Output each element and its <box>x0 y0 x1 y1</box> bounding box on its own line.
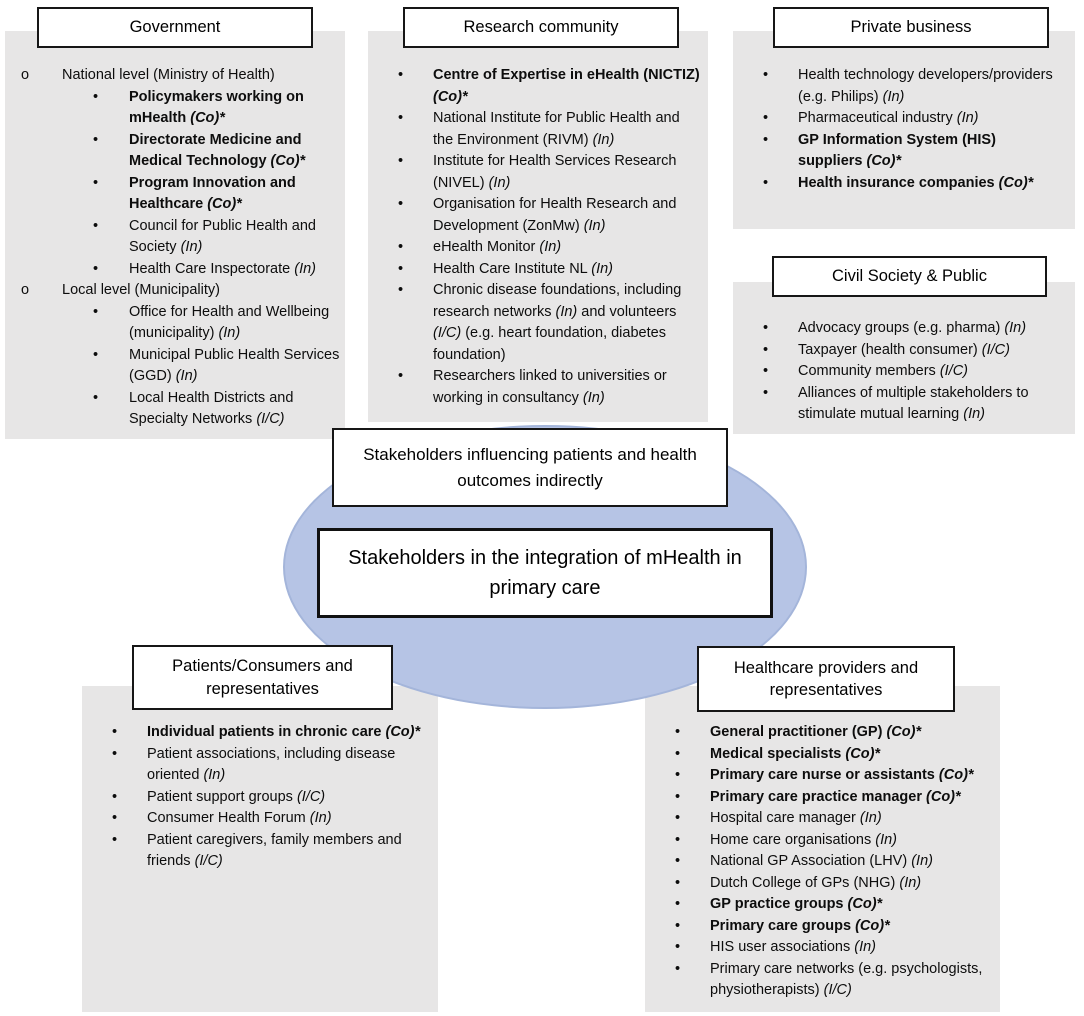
list-item <box>368 194 708 237</box>
list-item-text: Office for Health and Wellbeing (municipality) (In) <box>129 303 330 341</box>
list-item <box>82 808 438 830</box>
bullet-icon: • <box>398 282 404 298</box>
civil-society-title-box <box>772 256 1047 297</box>
list-item-text: Chronic disease foundations, including research networks (In) and volunteers (I/C) (e.g. heart foundation, diabetes foundation) <box>433 282 682 363</box>
list-item-text: Dutch College of GPs (NHG) (In) <box>710 874 922 891</box>
list-item-text: eHealth Monitor (In) <box>433 239 562 255</box>
healthcare-providers-list <box>645 686 1000 1002</box>
bullet-icon: • <box>763 341 769 358</box>
list-item <box>368 151 708 194</box>
list-item-text: Community members (I/C) <box>798 363 968 379</box>
list-item-text: Primary care practice manager (Co)* <box>710 788 961 805</box>
private-business-list <box>733 31 1075 194</box>
list-item <box>733 130 1075 173</box>
list-item-text: Health Care Inspectorate (In) <box>129 260 316 277</box>
circle-bullet-icon: o <box>21 67 30 83</box>
panel-patients-consumers <box>82 686 438 1012</box>
list-item-text: Individual patients in chronic care (Co)* <box>147 724 421 740</box>
bullet-icon: • <box>763 131 769 148</box>
list-item-text: Primary care networks (e.g. psychologists, physiotherapists) (I/C) <box>710 960 983 998</box>
list-item-text: National GP Association (LHV) (In) <box>710 853 933 869</box>
circle-bullet-icon: o <box>21 282 30 298</box>
bullet-icon: • <box>675 831 681 848</box>
list-item <box>645 744 1000 766</box>
bullet-icon: • <box>763 110 769 126</box>
list-item <box>5 216 345 259</box>
list-item <box>645 765 1000 787</box>
bullet-icon: • <box>398 260 404 277</box>
list-item <box>645 787 1000 809</box>
list-item <box>645 851 1000 873</box>
patients-consumers-title: Patients/Consumers and representatives <box>172 657 353 698</box>
list-item <box>645 894 1000 916</box>
bullet-icon: • <box>398 196 404 212</box>
list-item <box>5 345 345 388</box>
list-item <box>5 87 345 130</box>
list-item <box>5 259 345 281</box>
list-item-text: Patient caregivers, family members and friends (I/C) <box>147 831 402 869</box>
private-business-title: Private business <box>850 18 972 37</box>
list-item <box>645 722 1000 744</box>
list-item-text: Council for Public Health and Society (In) <box>129 217 316 255</box>
bullet-icon: • <box>112 745 118 762</box>
list-item <box>368 108 708 151</box>
bullet-icon: • <box>93 260 99 277</box>
healthcare-providers-title: Healthcare providers and representatives <box>733 658 919 699</box>
list-item-text: National Institute for Public Health and the Environment (RIVM) (In) <box>433 110 680 148</box>
list-item <box>733 361 1075 383</box>
panel-government <box>5 31 345 439</box>
private-business-title-box <box>773 7 1049 48</box>
bullet-icon: • <box>675 960 681 977</box>
bullet-icon: • <box>675 917 681 934</box>
list-item-text: Health Care Institute NL (In) <box>433 260 613 277</box>
bullet-icon: • <box>675 724 681 740</box>
list-item-text: Primary care nurse or assistants (Co)* <box>710 767 974 783</box>
bullet-icon: • <box>112 810 118 826</box>
list-item-text: Local level (Municipality) <box>62 282 220 298</box>
list-item-text: GP practice groups (Co)* <box>710 896 883 912</box>
list-item-text: Health technology developers/providers (e.g. Philips) (In) <box>798 67 1053 105</box>
list-item-text: HIS user associations (In) <box>710 939 877 955</box>
bullet-icon: • <box>398 239 404 255</box>
panel-civil-society-public <box>733 282 1075 434</box>
list-item <box>368 259 708 281</box>
list-item-text: Pharmaceutical industry (In) <box>798 110 979 126</box>
bullet-icon: • <box>112 831 118 848</box>
list-item-text: National level (Ministry of Health) <box>62 67 275 83</box>
bullet-icon: • <box>93 131 99 148</box>
list-item-text: Hospital care manager (In) <box>710 810 882 826</box>
list-item-text: Directorate Medicine and Medical Technology (Co)* <box>129 131 306 169</box>
list-item-text: GP Information System (HIS) suppliers (Co)* <box>798 131 996 169</box>
list-item <box>368 237 708 259</box>
list-item-text: Consumer Health Forum (In) <box>147 810 332 826</box>
main-stakeholders-label: Stakeholders in the integration of mHealth in primary care <box>348 547 742 599</box>
list-item <box>733 108 1075 130</box>
list-item <box>645 808 1000 830</box>
list-item-text: Health insurance companies (Co)* <box>798 174 1034 191</box>
bullet-icon: • <box>675 874 681 891</box>
list-item <box>368 280 708 366</box>
list-item-text: Policymakers working on mHealth (Co)* <box>129 88 304 126</box>
panel-research-community <box>368 31 708 422</box>
list-item <box>645 873 1000 895</box>
list-item-text: Advocacy groups (e.g. pharma) (In) <box>798 320 1027 336</box>
bullet-icon: • <box>398 153 404 169</box>
bullet-icon: • <box>93 389 99 406</box>
list-item <box>733 318 1075 340</box>
list-item <box>82 744 438 787</box>
research-community-title: Research community <box>463 18 619 37</box>
bullet-icon: • <box>675 788 681 805</box>
list-item <box>5 302 345 345</box>
list-item <box>82 830 438 873</box>
list-item <box>82 722 438 744</box>
list-item-text: Organisation for Health Research and Development (ZonMw) (In) <box>433 196 677 234</box>
indirect-stakeholders-label: Stakeholders influencing patients and health outcomes indirectly <box>363 445 697 490</box>
list-item-text: Program Innovation and Healthcare (Co)* <box>129 174 296 212</box>
bullet-icon: • <box>93 174 99 191</box>
bullet-icon: • <box>763 67 769 83</box>
list-item <box>645 959 1000 1002</box>
list-item <box>733 65 1075 108</box>
list-item-text: Primary care groups (Co)* <box>710 917 890 934</box>
healthcare-providers-title-box <box>697 646 955 712</box>
bullet-icon: • <box>675 745 681 762</box>
bullet-icon: • <box>763 174 769 191</box>
government-list <box>5 31 345 431</box>
civil-society-title: Civil Society & Public <box>832 267 987 286</box>
list-item <box>733 173 1075 195</box>
bullet-icon: • <box>398 110 404 126</box>
list-item <box>645 916 1000 938</box>
bullet-icon: • <box>398 67 404 83</box>
bullet-icon: • <box>763 363 769 379</box>
patients-consumers-title-box <box>132 645 393 710</box>
list-item-text: Local Health Districts and Specialty Networks (I/C) <box>129 389 294 427</box>
research-community-list <box>368 31 708 409</box>
list-item-text: Researchers linked to universities or working in consultancy (In) <box>433 368 667 406</box>
main-stakeholders-box <box>317 528 773 618</box>
civil-society-list <box>733 282 1075 426</box>
bullet-icon: • <box>675 810 681 826</box>
bullet-icon: • <box>675 896 681 912</box>
indirect-stakeholders-box <box>332 428 728 507</box>
list-item-text: Alliances of multiple stakeholders to stimulate mutual learning (In) <box>798 384 1029 422</box>
list-item-text: Medical specialists (Co)* <box>710 745 881 762</box>
bullet-icon: • <box>112 788 118 805</box>
government-title-box <box>37 7 313 48</box>
list-item-text: Centre of Expertise in eHealth (NICTIZ) (Co)* <box>433 67 700 105</box>
bullet-icon: • <box>93 88 99 105</box>
list-item-text: Municipal Public Health Services (GGD) (In) <box>129 346 340 384</box>
research-community-title-box <box>403 7 679 48</box>
list-item-text: Institute for Health Services Research (NIVEL) (In) <box>433 153 677 191</box>
list-item <box>645 830 1000 852</box>
bullet-icon: • <box>112 724 118 740</box>
list-item-text: Patient associations, including disease oriented (In) <box>147 745 396 783</box>
list-item <box>82 787 438 809</box>
list-item-text: Home care organisations (In) <box>710 831 897 848</box>
panel-healthcare-providers <box>645 686 1000 1012</box>
list-item <box>733 340 1075 362</box>
list-item <box>5 280 345 302</box>
list-item <box>5 130 345 173</box>
bullet-icon: • <box>675 767 681 783</box>
list-item <box>5 65 345 87</box>
government-title: Government <box>129 18 221 37</box>
list-item <box>5 173 345 216</box>
list-item <box>368 366 708 409</box>
list-item-text: General practitioner (GP) (Co)* <box>710 724 922 740</box>
bullet-icon: • <box>93 346 99 363</box>
list-item <box>733 383 1075 426</box>
bullet-icon: • <box>763 320 769 336</box>
bullet-icon: • <box>93 303 99 320</box>
list-item <box>368 65 708 108</box>
patients-consumers-list <box>82 686 438 873</box>
list-item <box>5 388 345 431</box>
list-item-text: Patient support groups (I/C) <box>147 788 326 805</box>
panel-private-business <box>733 31 1075 229</box>
list-item <box>645 937 1000 959</box>
bullet-icon: • <box>675 853 681 869</box>
bullet-icon: • <box>763 384 769 401</box>
bullet-icon: • <box>398 368 404 384</box>
bullet-icon: • <box>675 939 681 955</box>
bullet-icon: • <box>93 217 99 234</box>
list-item-text: Taxpayer (health consumer) (I/C) <box>798 341 1010 358</box>
